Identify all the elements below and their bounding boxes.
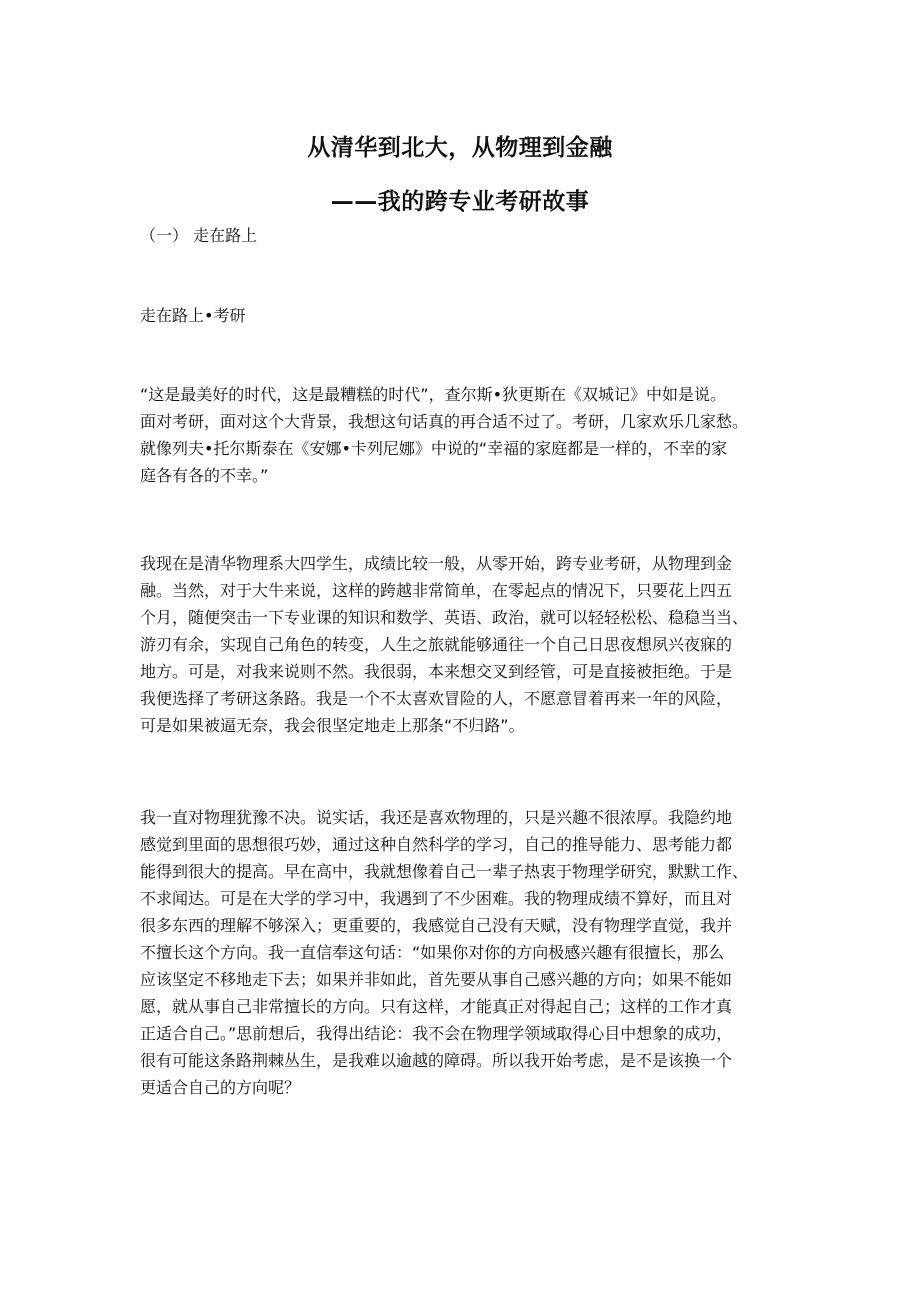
paragraph-3 (140, 804, 800, 1101)
paragraph-line: 庭各有各的不幸。” (140, 466, 269, 485)
paragraph-line: 个月，随便突击一下专业课的知识和数学、英语、政治，就可以轻轻松松、稳稳当当、 (140, 608, 749, 627)
document-subtitle: ——我的跨专业考研故事 (330, 189, 590, 215)
paragraph-line: 感觉到里面的思想很巧妙，通过这种自然科学的学习，自己的推导能力、思考能力都 (140, 835, 733, 854)
paragraph-line: 我便选择了考研这条路。我是一个不太喜欢冒险的人，不愿意冒着再来一年的风险， (140, 689, 733, 708)
paragraph-line: 游刃有余，实现自己角色的转变，人生之旅就能够通往一个自己日思夜想夙兴夜寐的 (140, 635, 733, 654)
paragraph-1 (140, 381, 800, 489)
paragraph-line: 就像列夫•托尔斯泰在《安娜•卡列尼娜》中说的“幸福的家庭都是一样的，不幸的家 (140, 439, 728, 458)
paragraph-line: 我一直对物理犹豫不决。说实话，我还是喜欢物理的，只是兴趣不很浓厚。我隐约地 (140, 808, 733, 827)
paragraph-line: 很有可能这条路荆棘丛生，是我难以逾越的障碍。所以我开始考虑，是不是该换一个 (140, 1051, 733, 1070)
paragraph-line: 融。当然，对于大牛来说，这样的跨越非常简单，在零起点的情况下，只要花上四五 (140, 581, 733, 600)
paragraph-line: 面对考研，面对这个大背景，我想这句话真的再合适不过了。考研，几家欢乐几家愁。 (140, 412, 749, 431)
paragraph-line: 不擅长这个方向。我一直信奉这句话：“如果你对你的方向极感兴趣有很擅长，那么 (140, 943, 725, 962)
paragraph-line: 我现在是清华物理系大四学生，成绩比较一般，从零开始，跨专业考研，从物理到金 (140, 554, 733, 573)
paragraph-line: 愿，就从事自己非常擅长的方向。只有这样，才能真正对得起自己；这样的工作才真 (140, 997, 733, 1016)
paragraph-line: 能得到很大的提高。早在高中，我就想像着自己一辈子热衷于物理学研究，默默工作、 (140, 862, 749, 881)
paragraph-line: 不求闻达。可是在大学的学习中，我遇到了不少困难。我的物理成绩不算好，而且对 (140, 889, 733, 908)
subheading: 走在路上•考研 (140, 306, 246, 325)
paragraph-line: 更适合自己的方向呢？ (140, 1078, 301, 1097)
paragraph-line: 正适合自己。”思前想后，我得出结论：我不会在物理学领域取得心目中想象的成功， (140, 1024, 733, 1043)
paragraph-line: 很多东西的理解不够深入；更重要的，我感觉自己没有天赋，没有物理学直觉，我并 (140, 916, 733, 935)
paragraph-line: 地方。可是，对我来说则不然。我很弱，本来想交叉到经管，可是直接被拒绝。于是 (140, 662, 733, 681)
paragraph-line: 可是如果被逼无奈，我会很坚定地走上那条“不归路”。 (140, 716, 525, 735)
section-heading: （一） 走在路上 (140, 226, 258, 245)
paragraph-2 (140, 550, 800, 739)
paragraph-line: “这是最美好的时代，这是最糟糕的时代”，查尔斯•狄更斯在《双城记》中如是说。 (140, 385, 727, 404)
paragraph-line: 应该坚定不移地走下去；如果并非如此，首先要从事自己感兴趣的方向；如果不能如 (140, 970, 733, 989)
document-title: 从清华到北大，从物理到金融 (307, 135, 613, 161)
